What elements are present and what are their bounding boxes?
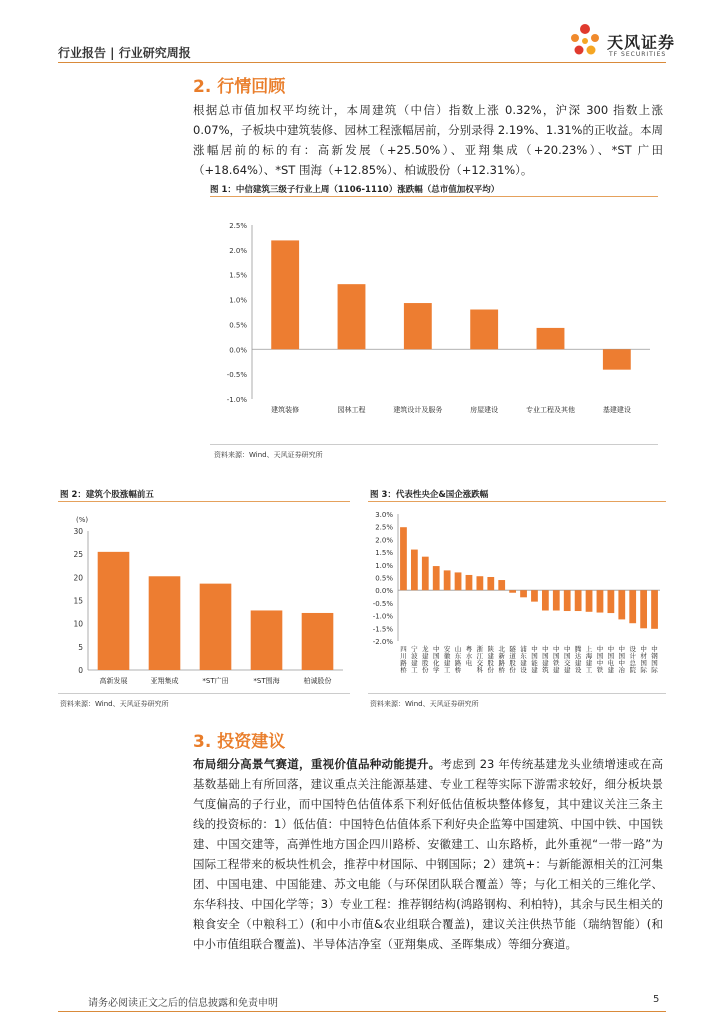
figure-2-top-rule	[58, 501, 350, 502]
x-tick-label: 龙建股份	[422, 645, 429, 674]
x-tick-label: 浙江交科	[476, 645, 484, 674]
x-tick-label: 中国铁建	[553, 645, 560, 674]
bar	[487, 577, 494, 590]
figure-1-title: 图 1：中信建筑三级子行业上周（1106-1110）涨跌幅（总市值加权平均）	[210, 185, 500, 195]
x-tick-label: 中国化学	[432, 645, 440, 674]
y-tick-label: 30	[73, 527, 83, 536]
figure-3-title: 图 3：代表性央企&国企涨跌幅	[370, 490, 489, 500]
x-tick-label: 粤水电	[465, 645, 473, 667]
x-tick-label: 建筑设计及服务	[393, 406, 443, 414]
section-3-lead: 布局细分高景气赛道，重视价值品种动能提升。	[193, 757, 441, 771]
y-tick-label: 0.0%	[229, 346, 247, 355]
bar	[651, 590, 658, 629]
figure-2-chart	[58, 505, 350, 690]
bar	[537, 328, 565, 349]
x-tick-label: *ST广田	[202, 677, 229, 685]
page-number: 5	[653, 994, 660, 1005]
bar	[470, 310, 498, 350]
bar	[400, 527, 407, 590]
y-tick-label: 15	[73, 596, 83, 606]
x-tick-label: 中国电建	[607, 645, 615, 674]
x-tick-label: *ST围海	[253, 677, 280, 685]
y-tick-label: 0.0%	[375, 587, 393, 596]
bar	[542, 590, 549, 610]
bar	[404, 303, 432, 349]
header-divider	[58, 62, 666, 63]
y-tick-label: -0.5%	[372, 599, 393, 608]
bar	[509, 590, 516, 593]
bar	[444, 570, 451, 590]
y-tick-label: 1.5%	[375, 549, 393, 558]
bar	[200, 584, 232, 670]
footer-divider	[58, 1011, 666, 1012]
y-tick-label: 0.5%	[375, 574, 393, 583]
x-tick-label: 隧道股份	[509, 645, 516, 674]
figure-2-title: 图 2：建筑个股涨幅前五	[60, 490, 154, 500]
section-3-paragraph	[193, 754, 663, 954]
bar	[607, 590, 614, 613]
bar	[640, 590, 647, 628]
figure-3-bottom-rule	[368, 693, 666, 694]
figure-1-chart	[210, 200, 658, 440]
x-tick-label: 中国中铁	[596, 645, 604, 674]
y-tick-label: 2.5%	[229, 222, 247, 230]
figure-1-bottom-rule	[210, 444, 658, 445]
bar	[98, 552, 130, 670]
bar	[422, 557, 429, 591]
x-tick-label: 高新发展	[99, 677, 128, 685]
x-tick-label: 中钢国际	[651, 645, 658, 674]
bar	[531, 590, 538, 601]
bar	[629, 590, 636, 623]
figure-2-bottom-rule	[58, 693, 350, 694]
bar	[251, 610, 283, 670]
x-tick-label: 四川路桥	[400, 645, 407, 674]
bar	[433, 566, 440, 590]
bar	[553, 590, 560, 610]
report-header-label: 行业报告 | 行业研究周报	[58, 46, 191, 60]
bar	[455, 572, 462, 590]
bar	[149, 576, 181, 670]
x-tick-label: 宁波建工	[411, 645, 418, 674]
x-tick-label: 柏诚股份	[303, 677, 332, 685]
y-tick-label: 25	[73, 550, 83, 560]
x-tick-label: 设计总院	[629, 645, 636, 674]
bar	[271, 240, 299, 349]
y-tick-label: 2.0%	[229, 246, 247, 255]
bar	[564, 590, 571, 611]
x-tick-label: 浦东建设	[520, 645, 527, 674]
bar	[498, 580, 505, 590]
x-tick-label: 上海建工	[585, 645, 593, 674]
figure-1-top-rule	[210, 196, 658, 197]
y-tick-label: -0.5%	[226, 371, 247, 380]
figure-2-source: 资料来源：Wind、天风证券研究所	[60, 700, 169, 708]
x-tick-label: 中国中冶	[618, 645, 626, 674]
x-tick-label: 北新路桥	[498, 645, 505, 674]
x-tick-label: 亚翔集成	[150, 677, 179, 685]
x-tick-label: 房屋建设	[470, 406, 499, 414]
x-tick-label: 中国能建	[531, 645, 538, 674]
bar	[618, 590, 625, 619]
section-3-title: 3. 投资建议	[193, 732, 286, 752]
y-tick-label: -1.0%	[226, 396, 247, 404]
y-tick-label: 0.5%	[229, 321, 247, 330]
bar	[586, 590, 593, 612]
y-tick-label: 3.0%	[375, 511, 393, 519]
y-tick-label: 1.0%	[375, 561, 393, 570]
figure-3-chart	[368, 505, 666, 690]
tf-logo-icon	[566, 22, 604, 60]
y-tick-label: 10	[73, 619, 83, 629]
y-unit-label: (%)	[76, 516, 89, 524]
y-tick-label: 0	[78, 666, 83, 675]
x-tick-label: 园林工程	[337, 406, 366, 414]
x-tick-label: 建筑装修	[271, 406, 300, 414]
x-tick-label: 专业工程及其他	[526, 406, 575, 414]
brand-name-en: TF SECURITIES	[609, 51, 667, 58]
bar	[603, 349, 631, 369]
x-tick-label: 中材国际	[640, 645, 647, 674]
y-tick-label: 20	[73, 573, 83, 583]
y-tick-label: -1.0%	[372, 612, 393, 621]
y-tick-label: -2.0%	[372, 638, 393, 646]
y-tick-label: 1.0%	[229, 296, 247, 305]
x-tick-label: 安徽建工	[443, 645, 451, 674]
section-3-body: 考虑到 23 年传统基建龙头业绩增速或在高基数基础上有所回落，建议重点关注能源基建、专业工程等实际下游需求较好，细分板块景气度偏高的子行业，而中国特色估值体系下利好低估值板块整体修复，其中建议关注三条主线的投资标的：1）低估值：中国特色估值体系下利好央企监筹中国建筑、中国中铁、中国铁建、中国交建等，高弹性地方国企四川路桥、安徽建工、山东路桥，此外重视“一带一路”为国际工程带来的板块性机会，推荐中材国际、中钢国际；2）建筑+：与新能源相关的江河集团、中国电建、中国能建、苏文电能（与环保团队联合覆盖）等；与化工相关的三维化学、东华科技、中国化学等；3）专业工程：推荐钢结构(鸿路钢构、利柏特)，其余与民生相关的粮食安全（中粮科工）(和中小市值&农业组联合覆盖)，建议关注供热节能（瑞纳智能）(和中小市值组联合覆盖)、半导体洁净室（亚翔集成、圣晖集成）等细分赛道。	[193, 757, 663, 951]
x-tick-label: 陕建股份	[487, 645, 495, 674]
y-tick-label: 2.0%	[375, 536, 393, 545]
y-tick-label: -1.5%	[372, 625, 393, 634]
bar	[466, 575, 473, 590]
footer-disclaimer: 请务必阅读正文之后的信息披露和免责申明	[88, 998, 278, 1009]
bar	[520, 590, 527, 597]
bar	[597, 590, 604, 612]
bar	[476, 576, 483, 590]
x-tick-label: 中国交建	[563, 645, 571, 674]
brand-name: 天风证券	[607, 33, 676, 52]
section-2-title: 2. 行情回顾	[193, 77, 286, 97]
bar	[338, 284, 366, 349]
y-tick-label: 2.5%	[375, 523, 393, 532]
x-tick-label: 中国建筑	[542, 645, 549, 674]
x-tick-label: 基建建设	[602, 406, 631, 414]
bar	[575, 590, 582, 611]
x-tick-label: 腾达建设	[574, 645, 582, 674]
bar	[302, 613, 334, 670]
figure-3-top-rule	[368, 501, 666, 502]
section-2-paragraph: 根据总市值加权平均统计，本周建筑（中信）指数上涨 0.32%，沪深 300 指数上涨 0.07%，子板块中建筑装修、园林工程涨幅居前，分别录得 2.19%、1.31%的正收益。本周涨幅居前的标的有：高新发展（+25.50%）、亚翔集成（+20.23%）、*ST 广田（+18.64%）、*ST 围海（+12.85%）、柏诚股份（+12.31%）。	[193, 103, 663, 177]
y-tick-label: 5	[78, 642, 83, 652]
x-tick-label: 山东路桥	[454, 645, 462, 674]
figure-1-source: 资料来源：Wind、天风证券研究所	[214, 451, 323, 459]
bar	[411, 550, 418, 591]
figure-3-source: 资料来源：Wind、天风证券研究所	[370, 700, 479, 708]
y-tick-label: 1.5%	[229, 271, 247, 280]
